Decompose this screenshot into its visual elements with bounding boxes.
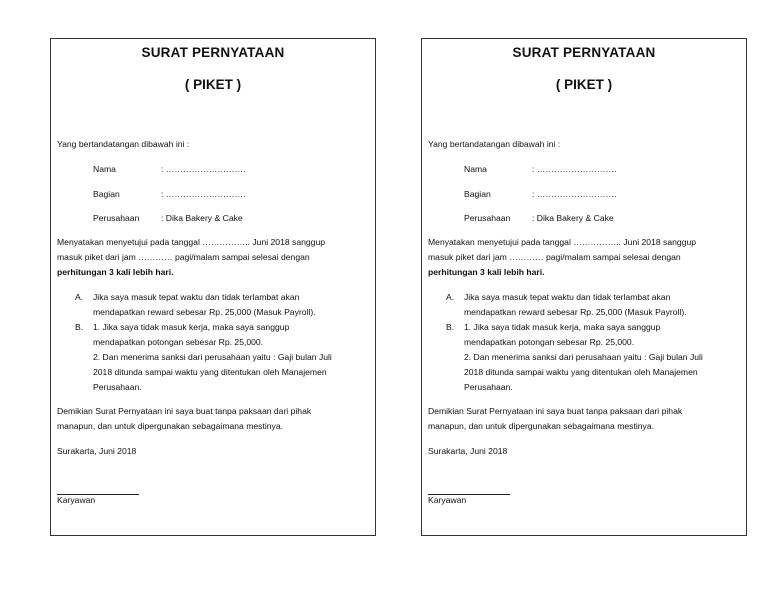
letter-title: SURAT PERNYATAAN bbox=[512, 45, 656, 60]
field-label-name: Nama bbox=[93, 164, 116, 174]
item-a-line-1: Jika saya masuk tepat waktu dan tidak terlambat akan bbox=[93, 292, 300, 302]
intro-text: Yang bertandatangan dibawah ini : bbox=[57, 139, 190, 149]
field-value-department: : ………………………. bbox=[532, 189, 617, 199]
letter-subtitle: ( PIKET ) bbox=[184, 77, 242, 92]
place-date: Surakarta, Juni 2018 bbox=[428, 446, 508, 456]
statement-line-1: Menyatakan menyetujui pada tanggal …………….. Juni 2018 sanggup bbox=[57, 237, 326, 247]
statement-card-left bbox=[50, 38, 376, 536]
item-b-line-2: mendapatkan potongan sebesar Rp. 25,000. bbox=[93, 337, 264, 347]
item-b-line-3: 2. Dan menerima sanksi dari perusahaan yaitu : Gaji bulan Juli bbox=[93, 352, 332, 362]
letter-title: SURAT PERNYATAAN bbox=[141, 45, 285, 60]
statement-line-3 bbox=[57, 265, 174, 280]
statement-line-2: masuk piket dari jam ………… pagi/malam sampai selesai dengan bbox=[428, 252, 681, 262]
closing-line-2: manapun, dan untuk dipergunakan sebagaimana mestinya. bbox=[428, 421, 654, 431]
field-value-name: : ………………………. bbox=[161, 164, 246, 174]
signature-label: Karyawan bbox=[57, 495, 96, 505]
field-label-company: Perusahaan bbox=[464, 213, 511, 223]
field-value-name: : ………………………. bbox=[532, 164, 617, 174]
closing-line-2: manapun, dan untuk dipergunakan sebagaimana mestinya. bbox=[57, 421, 283, 431]
item-a-label: A. bbox=[75, 292, 84, 302]
item-b-line-1: 1. Jika saya tidak masuk kerja, maka saya sanggup bbox=[464, 322, 661, 332]
letter-subtitle: ( PIKET ) bbox=[555, 77, 613, 92]
item-a-line-2: mendapatkan reward sebesar Rp. 25,000 (Masuk Payroll). bbox=[464, 307, 687, 317]
closing-line-1: Demikian Surat Pernyataan ini saya buat tanpa paksaan dari pihak bbox=[428, 406, 683, 416]
field-label-company: Perusahaan bbox=[93, 213, 140, 223]
statement-line-1: Menyatakan menyetujui pada tanggal …………….. Juni 2018 sanggup bbox=[428, 237, 697, 247]
item-b-line-1: 1. Jika saya tidak masuk kerja, maka saya sanggup bbox=[93, 322, 290, 332]
intro-text: Yang bertandatangan dibawah ini : bbox=[428, 139, 561, 149]
item-b-line-5: Perusahaan. bbox=[464, 382, 513, 392]
statement-line-3 bbox=[428, 265, 545, 280]
item-b-line-5: Perusahaan. bbox=[93, 382, 142, 392]
item-b-label: B. bbox=[75, 322, 84, 332]
closing-line-1: Demikian Surat Pernyataan ini saya buat tanpa paksaan dari pihak bbox=[57, 406, 312, 416]
statement-line-2: masuk piket dari jam ………… pagi/malam sampai selesai dengan bbox=[57, 252, 310, 262]
field-value-company: : Dika Bakery & Cake bbox=[161, 213, 243, 223]
field-value-department: : ………………………. bbox=[161, 189, 246, 199]
field-label-department: Bagian bbox=[464, 189, 491, 199]
item-b-label: B. bbox=[446, 322, 455, 332]
place-date: Surakarta, Juni 2018 bbox=[57, 446, 137, 456]
item-b-line-3: 2. Dan menerima sanksi dari perusahaan yaitu : Gaji bulan Juli bbox=[464, 352, 703, 362]
item-b-line-2: mendapatkan potongan sebesar Rp. 25,000. bbox=[464, 337, 635, 347]
item-a-label: A. bbox=[446, 292, 455, 302]
statement-card-right bbox=[421, 38, 747, 536]
statement-bold: perhitungan 3 kali lebih hari. bbox=[428, 267, 545, 277]
field-label-name: Nama bbox=[464, 164, 487, 174]
signature-label: Karyawan bbox=[428, 495, 467, 505]
item-a-line-1: Jika saya masuk tepat waktu dan tidak terlambat akan bbox=[464, 292, 671, 302]
item-b-line-4: 2018 ditunda sampai waktu yang ditentukan oleh Manajemen bbox=[93, 367, 327, 377]
field-value-company: : Dika Bakery & Cake bbox=[532, 213, 614, 223]
field-label-department: Bagian bbox=[93, 189, 120, 199]
statement-bold: perhitungan 3 kali lebih hari. bbox=[57, 267, 174, 277]
item-b-line-4: 2018 ditunda sampai waktu yang ditentukan oleh Manajemen bbox=[464, 367, 698, 377]
item-a-line-2: mendapatkan reward sebesar Rp. 25,000 (Masuk Payroll). bbox=[93, 307, 316, 317]
